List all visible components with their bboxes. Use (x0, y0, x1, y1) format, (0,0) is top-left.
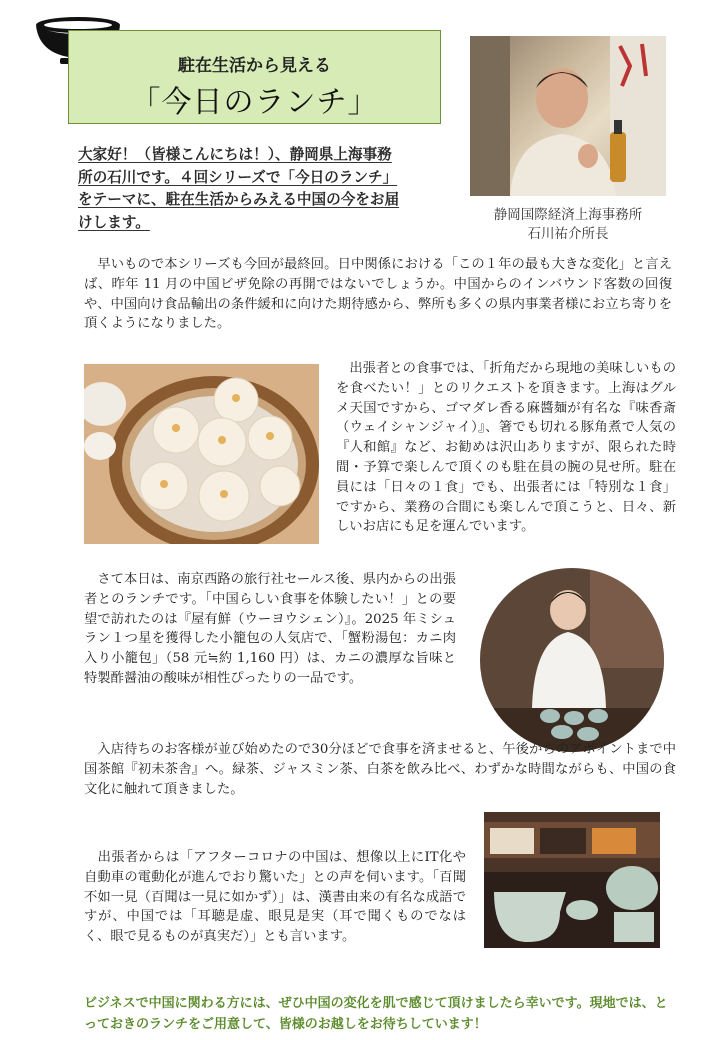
author-portrait-photo (470, 36, 666, 196)
body-paragraph: 入店待ちのお客様が並び始めたので30分ほどで食事を済ませると、午後からのアポイントまで中国茶館『初未茶舎』へ。緑茶、ジャスミン茶、白茶を飲み比べ、わずかな時間ながらも、中国の食文化に触れて頂きました。 (84, 742, 676, 797)
body-paragraph: さて本日は、南京西路の旅行社セールス後、県内からの出張者とのランチです。「中国らしい食事を体験したい！」との要望で訪れたのは『屋有鮮（ウーヨウシェン）』。2025 年ミシュラン１つ星を獲得した小籠包の人気店で、「蟹粉湯包：カニ肉入り小籠包」（58 元≒約 1,160 円）は、カニの濃厚な旨味と特製酢醤油の酸味が相性ぴったりの一品です。 (84, 572, 456, 686)
body-paragraph: 出張者からは「アフターコロナの中国は、想像以上にIT化や自動車の電動化が進んでおり驚いた」との声を伺います。「百聞不如一見（百聞は一見に如かず）」は、漢書由来の有名な成語ですが、中国では「耳聴是虚、眼見是実（耳で聞くものでなはく、眼で見るものが真実だ）」とも言います。 (84, 850, 466, 945)
tea-server-photo (480, 568, 664, 752)
xiaolongbao-photo (84, 364, 319, 544)
tea-set-photo (484, 812, 660, 948)
body-paragraph: 早いもので本シリーズも今回が最終回。日中関係における「この１年の最も大きな変化」と言えば、昨年 11 月の中国ビザ免除の再開ではないでしょうか。中国からのインバウンド客数の回復や、中国向け食品輸出の条件緩和に向けた期待感から、弊所も多くの県内事業者様にお立ち寄りを頂くようになりました。 (84, 257, 672, 332)
page-title: 「今日のランチ」 (130, 85, 379, 120)
caption-line: 静岡国際経済上海事務所 (493, 207, 643, 223)
title-box (68, 30, 441, 124)
page-subtitle: 駐在生活から見える (178, 56, 331, 76)
intro-line: 大家好！（皆様こんにちは！）、静岡県上海事務 (78, 146, 392, 163)
closing-message: ビジネスで中国に関わる方には、ぜひ中国の変化を肌で感じて頂けましたら幸いです。現地では、とっておきのランチをご用意して、皆様のお越しをお待ちしています！ (84, 996, 668, 1032)
body-paragraph: 出張者との食事では、「折角だから現地の美味しいものを食べたい！」とのリクエストを頂きます。上海はグルメ天国ですから、ゴマダレ香る麻醬麺が有名な『味香斎（ウェイシャンジャイ）』、箸でも切れる豚角煮で人気の『人和館』など、お勧めは沢山ありますが、限られた時間・予算で楽しんで頂くのも駐在員の腕の見せ所。駐在員には「日々の１食」でも、出張者には「特別な１食」ですから、業務の合間にも楽しんで頂こうと、日々、新しいお店にも足を運んでいます。 (336, 361, 676, 535)
intro-text (78, 144, 448, 234)
intro-line: けします。 (78, 213, 150, 231)
intro-line: をテーマに、駐在生活からみえる中国の今をお届 (78, 191, 400, 208)
author-caption (466, 206, 670, 244)
caption-line: 石川祐介所長 (527, 226, 609, 242)
intro-line: 所の石川です。４回シリーズで「今日のランチ」 (78, 168, 398, 186)
